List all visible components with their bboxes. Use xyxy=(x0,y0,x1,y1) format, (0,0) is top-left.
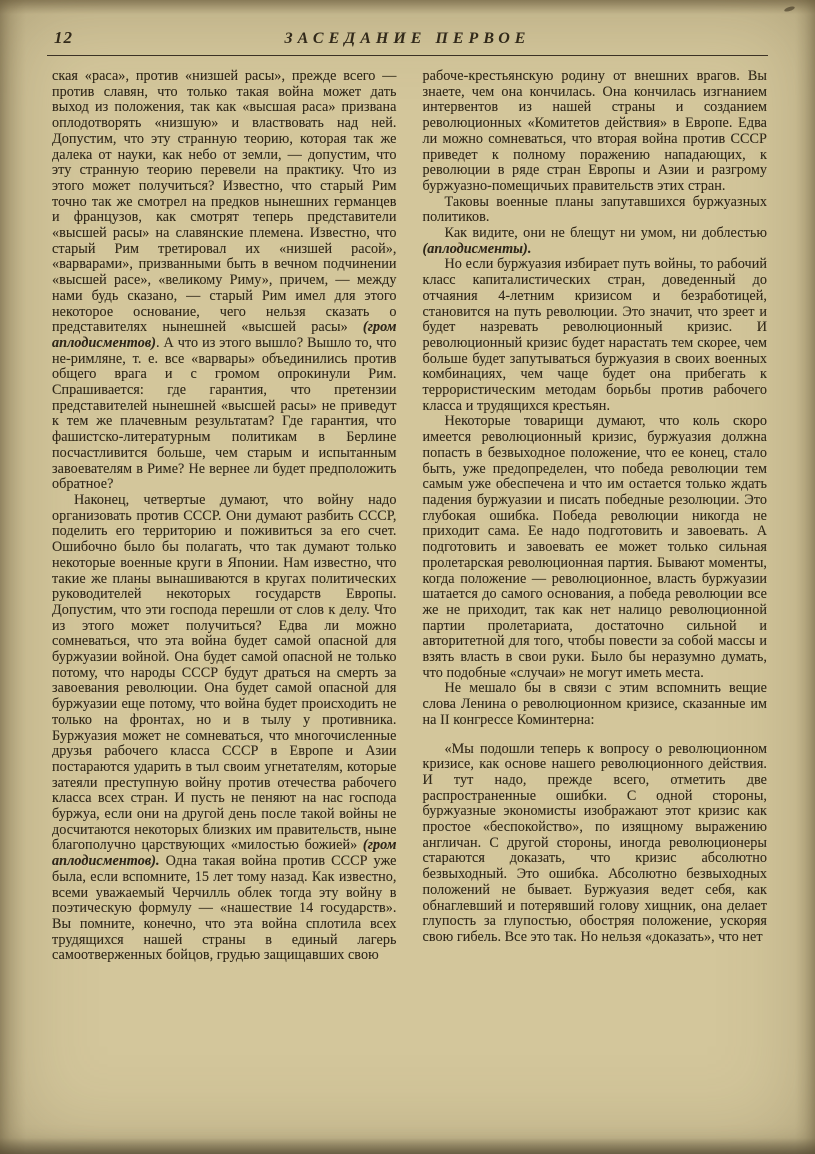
page-number: 12 xyxy=(54,28,73,47)
paragraph xyxy=(52,69,397,493)
body-text: Таковы военные планы запутавшихся буржуазных политиков. xyxy=(422,193,767,226)
paragraph xyxy=(423,226,768,257)
body-text: Наконец, четвертые думают, что войну надо организовать против СССР. Они думают разбить СССР, поделить его территорию и поживиться за его счет. Ошибочно было бы полагать, что так думают только некоторые военные круги в Японии. Нам известно, что такие же планы вынашиваются в кругах политических руководителей некоторых государств Европы. Допустим, что эти господа перешли от слов к делу. Что из этого может получиться? Едва ли можно сомневаться, что эта война будет самой опасной для буржуазии войной. Она будет самой опасной не только потому, что народы СССР будут драться на смерть за завоевания революции. Она будет самой опасной для буржуазии еще потому, что война будет происходить не только на фронтах, но и в тылу у противника. Буржуазия может не сомневаться, что многочисленные друзья рабочего класса СССР в Европе и Азии постараются ударить в тыл своим угнетателям, которые затеяли преступную войну против отечества рабочего класса всех стран. И пусть не пеняют на нас господа буржуа, если они на другой день после такой войны не досчитаются некоторых близких им правительств, ныне благополучно царствующих «милостью божией» xyxy=(52,491,397,854)
paragraph xyxy=(423,414,768,681)
body-text: Не мешало бы в связи с этим вспомнить вещие слова Ленина о революционном кризисе, сказанные им на II конгрессе Коминтерна: xyxy=(422,680,767,728)
header-rule xyxy=(47,55,768,56)
body-text: «Мы подошли теперь к вопросу о революционном кризисе, как основе нашего революционного действия. И тут надо, прежде всего, отметить две распространенные ошибки. С одной стороны, буржуазные экономисты изображают этот кризис как простое «беспокойство», по изящному выражению англичан. С другой стороны, иногда революционеры стараются доказать, что кризис абсолютно безвыходный. Это ошибка. Абсолютно безвыходных положений не бывает. Буржуазия ведет себя, как обнаглевший и потерявший голову хищник, она делает глупость за глупостью, обостряя положение, ускоряя свою гибель. Все это так. Но нельзя «доказать», что нет xyxy=(422,740,767,945)
right-column xyxy=(423,69,768,1135)
left-column xyxy=(52,69,397,1135)
body-text: Но если буржуазия избирает путь войны, то рабочий класс капиталистических стран, доведенный до отчаяния 4-летним кризисом и безработицей, становится на путь революции. Это значит, что зреет и будет назревать революционный кризис. И революционный кризис будет нарастать тем скорее, чем больше будет запутываться буржуазия в своих военных комбинациях, чем чаще будет она прибегать к террористическим методам борьбы против рабочего класса и трудящихся крестьян. xyxy=(422,256,767,414)
paragraph xyxy=(423,681,768,728)
paragraph xyxy=(52,493,397,964)
paragraph xyxy=(423,195,768,226)
body-text: рабоче-крестьянскую родину от внешних врагов. Вы знаете, чем она кончилась. Она кончилась изгнанием интервентов из нашей страны и созданием революционных «Комитетов действия» в Европе. Едва ли можно сомневаться, что вторая война против СССР приведет к полному поражению нападающих, к революции в ряде стран Европы и Азии и разгрому буржуазно-помещичьих правительств этих стран. xyxy=(422,69,767,194)
body-text: ская «раса», против «низшей расы», прежде всего — против славян, что только такая война может дать выход из положения, так как «высшая раса» призвана оплодотворять «низшую» и властвовать над ней. Допустим, что эту странную теорию, которая так же далека от науки, как небо от земли, — допустим, что эту странную теорию перевели на практику. Что из этого может получиться? Известно, что старый Рим точно так же смотрел на предков нынешних германцев и французов, как смотрят теперь представители «высшей расы» на славянские племена. Известно, что старый Рим третировал их «низшей расой», «варварами», призванными быть в вечном подчинении «высшей расе», «великому Риму», причем, — между нами будь сказано, — старый Рим имел для этого некоторое основание, чего нельзя сказать о представителях нынешней «высшей расы» xyxy=(52,69,397,336)
paragraph xyxy=(423,69,768,195)
emphasis-text: (аплодисменты). xyxy=(422,240,532,257)
paragraph xyxy=(423,257,768,414)
body-text: Одна такая война против СССР уже была, если вспомните, 15 лет тому назад. Как известно, всеми уважаемый Черчилль облек тогда эту войну в поэтическую формулу — «нашествие 14 государств». Вы помните, конечно, что эта война сплотила всех трудящихся нашей страны в единый лагерь самоотверженных бойцов, грудью защищавших свою xyxy=(52,853,397,964)
body-text: . А что из этого вышло? Вышло то, что не-римляне, т. е. все «варвары» объединились против общего врага и с громом опрокинули Рим. Спрашивается: где гарантия, что претензии представителей нынешней «высшей расы» не приведут к тем же плачевным результатам? Где гарантия, что фашистско-литературным политикам в Берлине посчастливится больше, чем старым и испытанным завоевателям в Риме? Не вернее ли будет предположить обратное? xyxy=(52,334,397,493)
page-header xyxy=(0,0,815,55)
body-text: Некоторые товарищи думают, что коль скоро имеется революционный кризис, буржуазия должна попасть в безвыходное положение, что ее конец, стало быть, уже предопределен, что победа революции тем самым уже обеспечена и что им остается только ждать падения буржуазии и писать победные резолюции. Это глубокая ошибка. Победа революции никогда не приходит сама. Ее надо подготовить и завоевать. А подготовить и завоевать ее может только сильная пролетарская революционная партия. Бывают моменты, когда положение — революционное, власть буржуазии шатается до самого основания, а победа революции все же не приходит, так как нет налицо революционной партии пролетариата, достаточно сильной и авторитетной для того, чтобы повести за собой массы и взять власть в свои руки. Было бы неразумно думать, что подобные «случаи» не могут иметь места. xyxy=(422,413,767,681)
paragraph xyxy=(423,742,768,946)
emphasis-text: (гром аплодисментов). xyxy=(52,837,397,870)
body-text: Как видите, они не блещут ни умом, ни доблестью xyxy=(444,225,767,242)
text-columns xyxy=(52,69,767,1135)
running-title: ЗАСЕДАНИЕ ПЕРВОЕ xyxy=(284,30,531,47)
emphasis-text: (гром аплодисментов) xyxy=(52,319,397,351)
